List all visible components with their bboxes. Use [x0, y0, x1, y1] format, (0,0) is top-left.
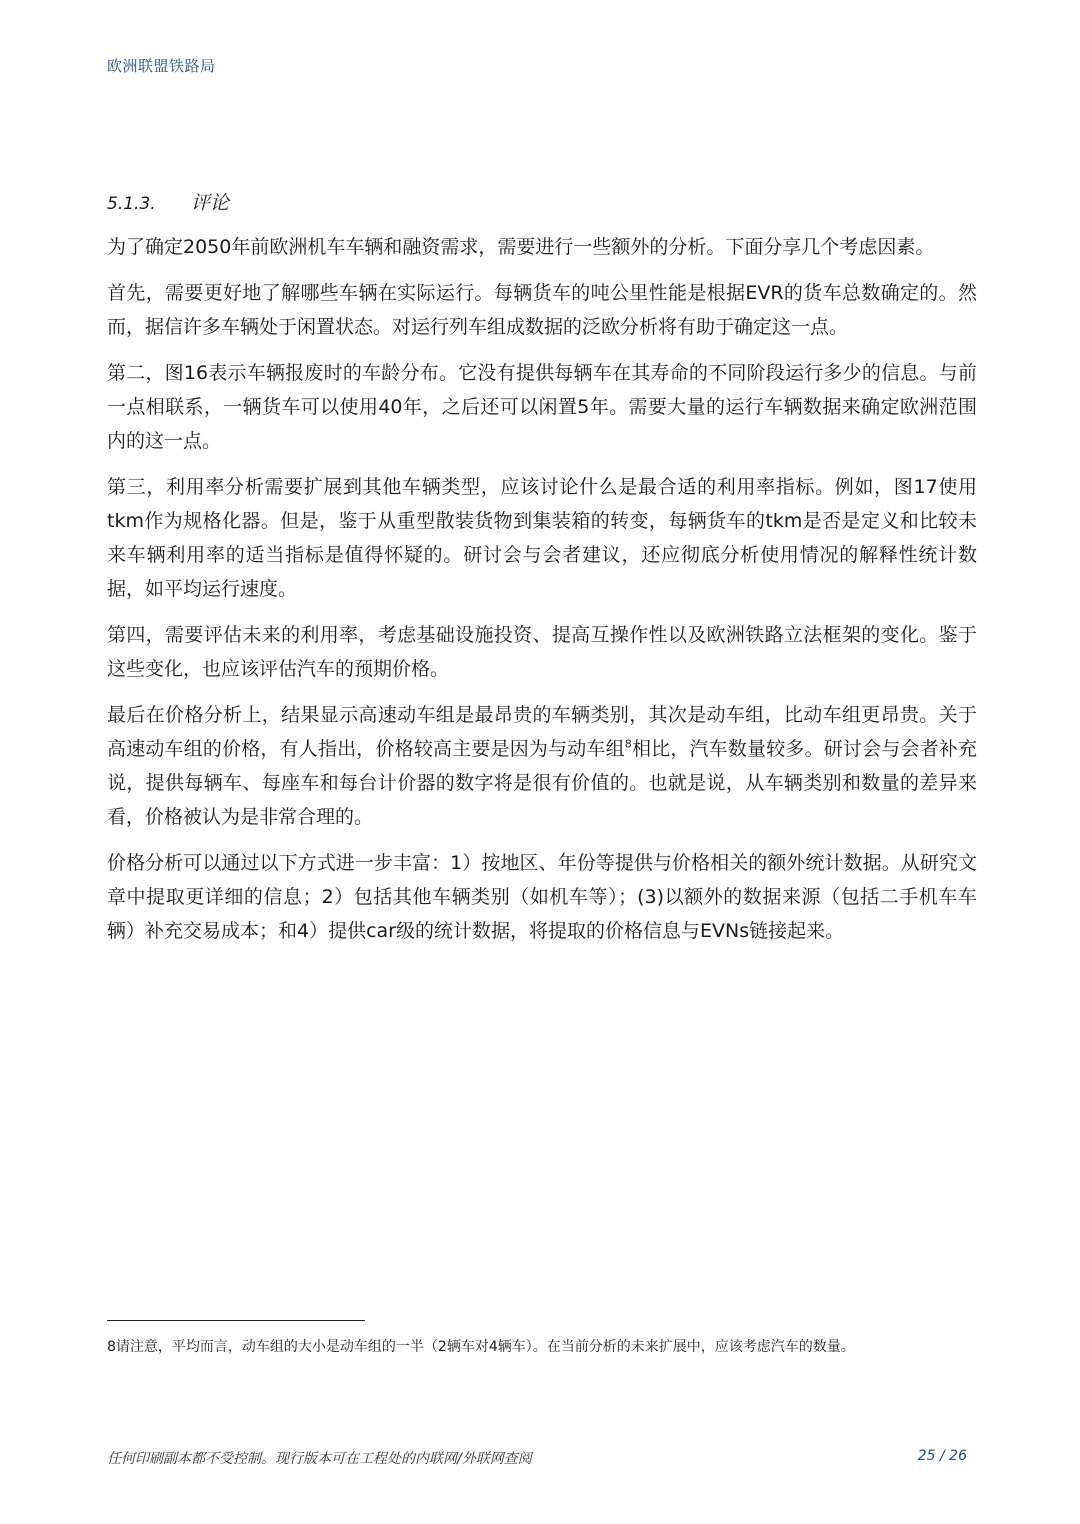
paragraph-price-analysis — [107, 698, 977, 834]
paragraph-first: 首先，需要更好地了解哪些车辆在实际运行。每辆货车的吨公里性能是根据EVR的货车总数确定的。然而，据信许多车辆处于闲置状态。对运行列车组成数据的泛欧分析将有助于确定这一点。 — [107, 282, 977, 338]
section-number: 5.1.3. — [107, 194, 156, 214]
footnote-ref[interactable]: 8 — [624, 737, 632, 751]
paragraph-enrichment: 价格分析可以通过以下方式进一步丰富：1）按地区、年份等提供与价格相关的额外统计数据。从研究文章中提取更详细的信息；2）包括其他车辆类别（如机车等）；(3)以额外的数据来源（包括二手机车车辆）补充交易成本；和4）提供car级的统计数据，将提取的价格信息与EVNs链接起来。 — [107, 852, 977, 942]
body-text — [107, 230, 977, 960]
paragraph-second: 第二，图16表示车辆报废时的车龄分布。它没有提供每辆车在其寿命的不同阶段运行多少的信息。与前一点相联系，一辆货车可以使用40年，之后还可以闲置5年。需要大量的运行车辆数据来确定欧洲范围内的这一点。 — [107, 362, 977, 452]
section-heading — [107, 188, 229, 215]
paragraph-third: 第三，利用率分析需要扩展到其他车辆类型，应该讨论什么是最合适的利用率指标。例如，图17使用tkm作为规格化器。但是，鉴于从重型散装货物到集装箱的转变，每辆货车的tkm是否是定义和比较未来车辆利用率的适当指标是值得怀疑的。研讨会与会者建议，还应彻底分析使用情况的解释性统计数据，如平均运行速度。 — [107, 476, 977, 600]
footnote: 8请注意，平均而言，动车组的大小是动车组的一半（2辆车对4辆车）。在当前分析的未来扩展中，应该考虑汽车的数量。 — [107, 1339, 855, 1355]
organization-header: 欧洲联盟铁路局 — [107, 57, 216, 75]
paragraph-intro: 为了确定2050年前欧洲机车车辆和融资需求，需要进行一些额外的分析。下面分享几个考虑因素。 — [107, 236, 935, 258]
price-text-before: 最后在价格分析上，结果显示高速动车组是最昂贵的车辆类别，其次是动车组，比动车组更昂贵。关于高速动车组的价格，有人指出，价格较高主要是因为与动车组 — [107, 704, 977, 760]
paragraph-fourth: 第四，需要评估未来的利用率，考虑基础设施投资、提高互操作性以及欧洲铁路立法框架的变化。鉴于这些变化，也应该评估汽车的预期价格。 — [107, 624, 977, 680]
footnote-divider — [107, 1320, 365, 1321]
section-title: 评论 — [191, 192, 230, 214]
price-text-after: 相比，汽车数量较多。研讨会与会者补充说，提供每辆车、每座车和每台计价器的数字将是很有价值的。也就是说，从车辆类别和数量的差异来看，价格被认为是非常合理的。 — [107, 738, 977, 828]
footer-disclaimer: 任何印刷副本都不受控制。现行版本可在工程处的内联网/外联网查阅 — [107, 1451, 532, 1467]
page-number: 25 / 26 — [917, 1448, 967, 1464]
page-footer — [107, 1448, 967, 1468]
